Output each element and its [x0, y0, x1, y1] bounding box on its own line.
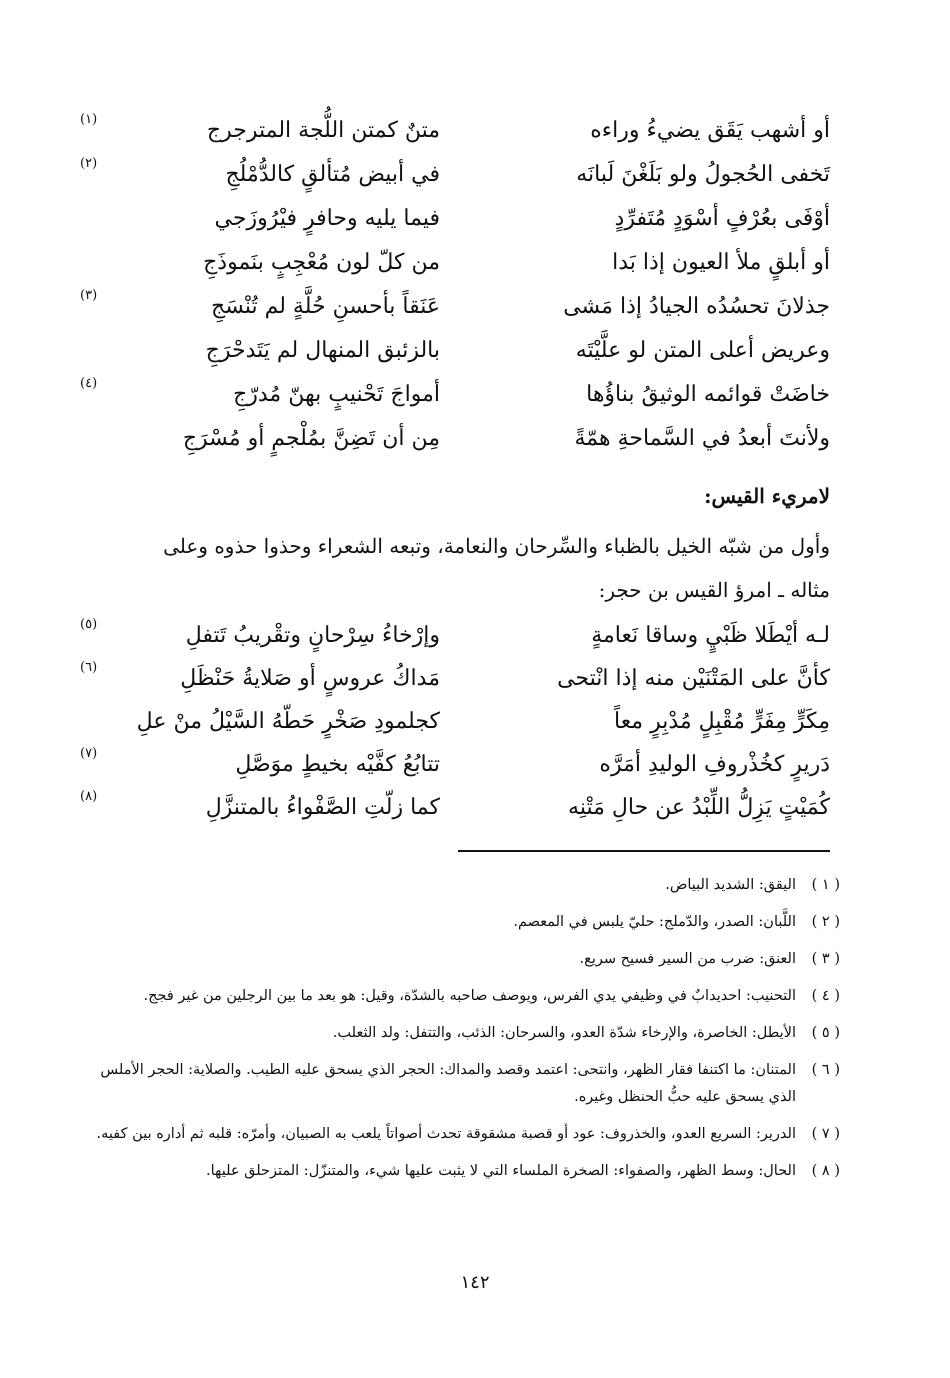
- verse-second-hemistich: [110, 338, 440, 363]
- page-number: ١٤٢: [460, 1272, 490, 1293]
- footnote-text: الحال: وسط الظهر، والصفواء: الصخرة الملساء التي لا يثبت عليها شيء، والمتنزّل: المتزحلق عليها.: [205, 1163, 796, 1179]
- footnote-divider: [458, 850, 830, 852]
- footnote: [95, 872, 840, 899]
- footnote-marker: (٨): [80, 789, 98, 804]
- verse-second-hemistich: [80, 375, 440, 407]
- verse-second-hemistich: [80, 617, 440, 648]
- verse: [80, 372, 830, 416]
- hemistich-text: وإرْخاءُ سِرْحانٍ وتقْريبُ تَتفلِ: [185, 623, 440, 648]
- hemistich-text: في أبيض مُتألقٍ كالدُّمْلُجِ: [225, 161, 440, 187]
- hemistich-text: كجلمودِ صَخْرٍ حَطّهُ السَّيْلُ منْ علِ: [136, 709, 440, 734]
- footnote-text: التحنيب: احديدابٌ في وظيفي يدي الفرس، ويوصف صاحبه بالشدّة، وقيل: هو بعد ما بين الرجلين من غير فجج.: [143, 988, 796, 1004]
- verse-second-hemistich: [80, 111, 440, 143]
- footnote: [95, 1158, 840, 1185]
- footnote-number: ( ٦ ): [811, 1062, 840, 1078]
- hemistich-text: مَداكُ عروسٍ أو صَلايةُ حَنْظَلِ: [180, 666, 440, 691]
- footnote-number: ( ١ ): [811, 877, 840, 893]
- verse: [80, 108, 830, 152]
- footnote-marker: (٧): [80, 746, 98, 761]
- footnote-number: ( ٣ ): [811, 951, 840, 967]
- verse: [80, 284, 830, 328]
- verse: [80, 152, 830, 196]
- verse-first-hemistich: وعريض أعلى المتن لو علَّيْتَه: [575, 337, 830, 363]
- footnote-marker: (٤): [80, 375, 98, 391]
- verse-second-hemistich: [110, 426, 440, 451]
- hemistich-text: كما زلّتِ الصَّفْواءُ بالمتنزَّلِ: [205, 795, 440, 820]
- hemistich-text: أمواجَ تَحْنيبٍ بهنّ مُدرّجِ: [233, 381, 440, 407]
- verse-first-hemistich: جذلانَ تحسُدُه الجيادُ إذا مَشى: [563, 293, 830, 319]
- verse-second-hemistich: [80, 789, 440, 820]
- prose-line: مثاله ـ امرؤ القيس بن حجر:: [598, 578, 830, 602]
- poem-bottom: [80, 614, 830, 829]
- footnote-number: ( ٥ ): [811, 1025, 840, 1041]
- verse-first-hemistich: دَريرٍ كخُذْروفِ الوليدِ أمَرَّه: [599, 752, 830, 777]
- hemistich-text: متنٌ كمتن اللُّجة المترجرج: [206, 117, 440, 143]
- verse-second-hemistich: [80, 287, 440, 319]
- hemistich-text: عَنَقاً بأحسنِ حُلَّةٍ لم تُنْسَجِ: [211, 293, 440, 319]
- hemistich-text: مِن أن تَضِنَّ بمُلْجمٍ أو مُسْرَجِ: [182, 425, 440, 451]
- verse-second-hemistich: [110, 206, 440, 231]
- verse-second-hemistich: [110, 709, 440, 734]
- footnote: [95, 1020, 840, 1047]
- verse: [110, 416, 830, 460]
- poem-top: [80, 108, 830, 460]
- verse-first-hemistich: لـه أيْطَلا ظَبْيٍ وساقا نَعامةٍ: [591, 623, 830, 648]
- footnote-marker: (٣): [80, 287, 98, 303]
- footnote: [95, 983, 840, 1010]
- verse-first-hemistich: مِكَرٍّ مِفَرٍّ مُقْبِلٍ مُدْبِرٍ معاً: [613, 709, 830, 734]
- verse: [110, 700, 830, 743]
- hemistich-text: من كلّ لون مُعْجِبٍ بنَموذَجِ: [203, 249, 440, 275]
- footnote-number: ( ٤ ): [811, 988, 840, 1004]
- verse: [110, 328, 830, 372]
- footnote-number: ( ٨ ): [811, 1163, 840, 1179]
- footnote-marker: (١): [80, 111, 98, 127]
- hemistich-text: تتابُعُ كفَّيْه بخيطٍ موَصَّلِ: [235, 752, 440, 777]
- prose-line: وأول من شبّه الخيل بالظباء والسِّرحان والنعامة، وتبعه الشعراء وحذوا حذوه وعلى: [163, 534, 830, 558]
- verse: [80, 614, 830, 657]
- verse-second-hemistich: [80, 660, 440, 691]
- hemistich-text: فيما يليه وحافرٍ فيْرُوزَجي: [214, 205, 440, 231]
- footnote-marker: (٦): [80, 660, 98, 675]
- verse: [80, 786, 830, 829]
- verse: [110, 240, 830, 284]
- verse-second-hemistich: [80, 746, 440, 777]
- footnote-number: ( ٧ ): [811, 1126, 840, 1142]
- verse-first-hemistich: كأنَّ على المَتْنَيْن منه إذا انْتحى: [557, 666, 830, 691]
- footnote: [95, 1121, 840, 1148]
- footnote: [95, 946, 840, 973]
- verse: [80, 743, 830, 786]
- verse-first-hemistich: أو أشهب يَقَق يضيءُ وراءه: [590, 117, 830, 143]
- verse-first-hemistich: أوْفَى بعُرْفٍ أسْوَدٍ مُتَفرِّدٍ: [614, 205, 830, 231]
- verse-second-hemistich: [110, 250, 440, 275]
- footnote-text: الأيطل: الخاصرة، والإرخاء شدّة العدو، والسرحان: الذئب، والتتفل: ولد الثعلب.: [332, 1025, 796, 1041]
- section-heading: لامريء القيس:: [704, 484, 830, 508]
- footnote: [95, 1057, 840, 1111]
- verse-first-hemistich: أو أبلقٍ ملأ العيون إذا بَدا: [612, 249, 830, 275]
- verse-second-hemistich: [80, 155, 440, 187]
- verse-first-hemistich: ولأنتَ أبعدُ في السَّماحةِ همّةً: [574, 425, 830, 451]
- footnote-text: اللَّبان: الصدر، والدّملج: حليّ يلبس في المعصم.: [513, 914, 796, 930]
- verse: [80, 657, 830, 700]
- footnote-text: العنق: ضرب من السير فسيح سريع.: [579, 951, 796, 967]
- verse-first-hemistich: خاضَتْ قوائمه الوثيقُ بناؤُها: [586, 381, 830, 407]
- footnote-text: الدرير: السريع العدو، والخذروف: عود أو قصبة مشقوقة تحدث أصواتاً يلعب به الصبيان، وأمرّه: قلبه ثم أداره بين كفيه.: [96, 1126, 796, 1142]
- verse: [110, 196, 830, 240]
- footnote-text: المتنان: ما اكتنفا فقار الظهر، وانتحى: اعتمد وقصد والمداك: الحجر الذي يسحق عليه الطيب. والصلاية: الحجر الأملس الذي يسحق عليه حبُّ الحنظل وغيره.: [100, 1062, 796, 1105]
- hemistich-text: بالزئبق المنهال لم يَتَدحْرَجِ: [205, 337, 440, 363]
- footnotes: [95, 872, 840, 1195]
- footnote-number: ( ٢ ): [811, 914, 840, 930]
- footnote-text: اليقق: الشديد البياض.: [665, 877, 796, 893]
- footnote-marker: (٥): [80, 617, 98, 632]
- verse-first-hemistich: تَخفى الحُجولُ ولو بَلَغْنَ لَبانَه: [576, 161, 830, 187]
- footnote: [95, 909, 840, 936]
- footnote-marker: (٢): [80, 155, 98, 171]
- verse-first-hemistich: كُمَيْتٍ يَزِلُّ اللِّبْدُ عن حالِ مَتْنِه: [568, 795, 830, 820]
